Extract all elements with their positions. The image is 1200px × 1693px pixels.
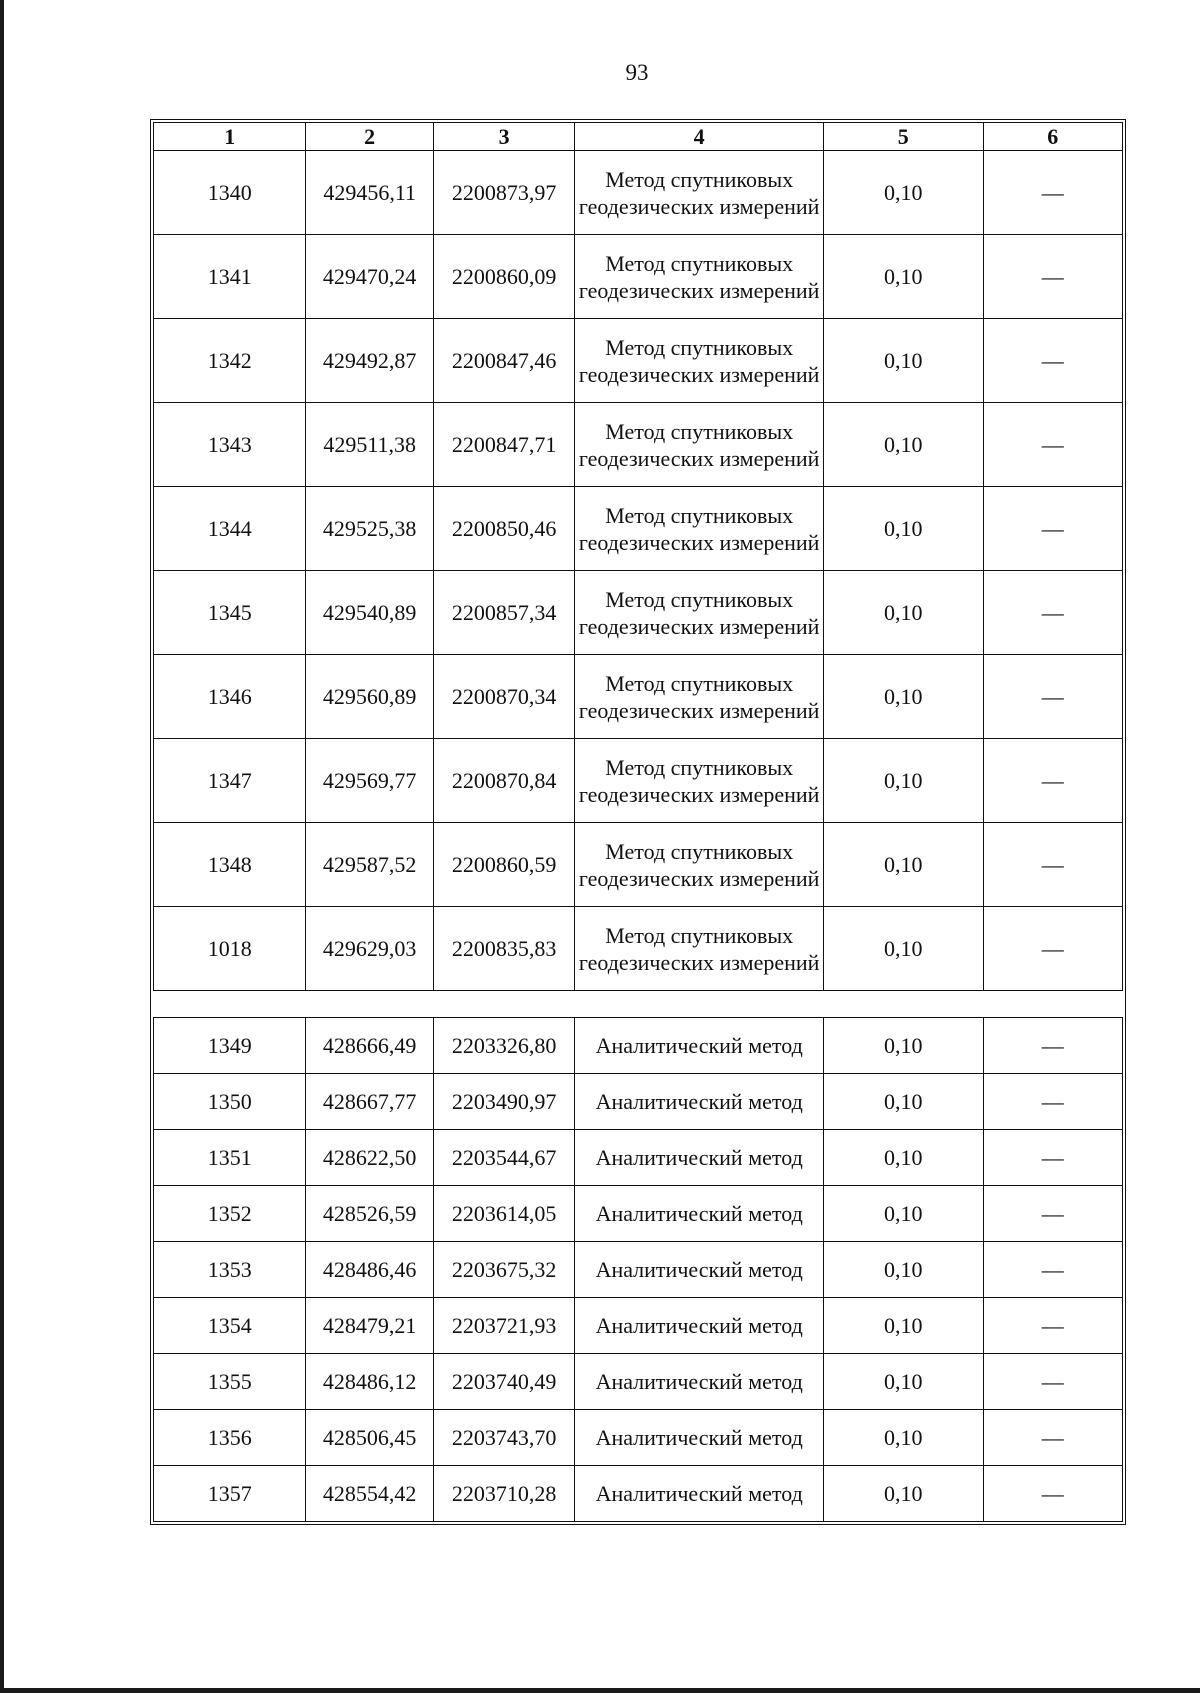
method-cell: Метод спутниковых геодезических измерений [575, 823, 824, 907]
method-cell: Метод спутниковых геодезических измерений [575, 655, 824, 739]
point-number-cell: 1346 [154, 655, 306, 739]
accuracy-cell: 0,10 [824, 403, 983, 487]
point-number-cell: 1340 [154, 151, 306, 235]
x-coordinate-cell: 429587,52 [306, 823, 433, 907]
note-cell: — [983, 487, 1122, 571]
method-cell: Метод спутниковых геодезических измерений [575, 235, 824, 319]
table-row [154, 907, 1123, 991]
point-number-cell: 1357 [154, 1466, 306, 1522]
point-number-cell: 1354 [154, 1298, 306, 1354]
table-row [154, 1186, 1123, 1242]
point-number-cell: 1350 [154, 1074, 306, 1130]
note-cell: — [983, 235, 1122, 319]
x-coordinate-cell: 428666,49 [306, 1018, 433, 1074]
note-cell: — [983, 1186, 1122, 1242]
method-cell: Аналитический метод [575, 1298, 824, 1354]
accuracy-cell: 0,10 [824, 1186, 983, 1242]
header-col-1: 1 [154, 123, 306, 151]
y-coordinate-cell: 2203614,05 [433, 1186, 574, 1242]
x-coordinate-cell: 429492,87 [306, 319, 433, 403]
note-cell: — [983, 571, 1122, 655]
y-coordinate-cell: 2203544,67 [433, 1130, 574, 1186]
accuracy-cell: 0,10 [824, 1354, 983, 1410]
table-row [154, 823, 1123, 907]
method-cell: Аналитический метод [575, 1242, 824, 1298]
y-coordinate-cell: 2200850,46 [433, 487, 574, 571]
method-cell: Аналитический метод [575, 1018, 824, 1074]
point-number-cell: 1349 [154, 1018, 306, 1074]
note-cell: — [983, 319, 1122, 403]
note-cell: — [983, 1298, 1122, 1354]
method-cell: Аналитический метод [575, 1186, 824, 1242]
table-row [154, 235, 1123, 319]
x-coordinate-cell: 429511,38 [306, 403, 433, 487]
accuracy-cell: 0,10 [824, 1130, 983, 1186]
point-number-cell: 1345 [154, 571, 306, 655]
accuracy-cell: 0,10 [824, 319, 983, 403]
note-cell: — [983, 1466, 1122, 1522]
y-coordinate-cell: 2203675,32 [433, 1242, 574, 1298]
point-number-cell: 1355 [154, 1354, 306, 1410]
note-cell: — [983, 151, 1122, 235]
note-cell: — [983, 1130, 1122, 1186]
y-coordinate-cell: 2200847,71 [433, 403, 574, 487]
scan-edge-left [0, 0, 4, 1693]
point-number-cell: 1018 [154, 907, 306, 991]
header-col-3: 3 [433, 123, 574, 151]
coordinates-table-frame [150, 119, 1126, 1525]
y-coordinate-cell: 2203710,28 [433, 1466, 574, 1522]
table-row [154, 1466, 1123, 1522]
scan-edge-bottom [0, 1688, 1200, 1693]
y-coordinate-cell: 2200873,97 [433, 151, 574, 235]
header-col-4: 4 [575, 123, 824, 151]
y-coordinate-cell: 2200870,84 [433, 739, 574, 823]
point-number-cell: 1344 [154, 487, 306, 571]
y-coordinate-cell: 2200860,09 [433, 235, 574, 319]
y-coordinate-cell: 2203740,49 [433, 1354, 574, 1410]
method-cell: Метод спутниковых геодезических измерений [575, 739, 824, 823]
table-row [154, 571, 1123, 655]
y-coordinate-cell: 2203326,80 [433, 1018, 574, 1074]
note-cell: — [983, 823, 1122, 907]
y-coordinate-cell: 2200847,46 [433, 319, 574, 403]
accuracy-cell: 0,10 [824, 1410, 983, 1466]
header-col-2: 2 [306, 123, 433, 151]
point-number-cell: 1351 [154, 1130, 306, 1186]
y-coordinate-cell: 2200860,59 [433, 823, 574, 907]
accuracy-cell: 0,10 [824, 487, 983, 571]
accuracy-cell: 0,10 [824, 823, 983, 907]
coordinates-table [153, 122, 1123, 1522]
y-coordinate-cell: 2200857,34 [433, 571, 574, 655]
point-number-cell: 1352 [154, 1186, 306, 1242]
accuracy-cell: 0,10 [824, 907, 983, 991]
group-separator-row [154, 991, 1123, 1018]
point-number-cell: 1341 [154, 235, 306, 319]
table-row [154, 151, 1123, 235]
point-number-cell: 1347 [154, 739, 306, 823]
y-coordinate-cell: 2203490,97 [433, 1074, 574, 1130]
table-row [154, 487, 1123, 571]
x-coordinate-cell: 428526,59 [306, 1186, 433, 1242]
x-coordinate-cell: 429525,38 [306, 487, 433, 571]
accuracy-cell: 0,10 [824, 1018, 983, 1074]
method-cell: Метод спутниковых геодезических измерений [575, 571, 824, 655]
x-coordinate-cell: 428506,45 [306, 1410, 433, 1466]
group-separator-cell [154, 991, 1123, 1018]
header-row [154, 123, 1123, 151]
note-cell: — [983, 1074, 1122, 1130]
y-coordinate-cell: 2200870,34 [433, 655, 574, 739]
table-row [154, 1354, 1123, 1410]
y-coordinate-cell: 2203743,70 [433, 1410, 574, 1466]
point-number-cell: 1348 [154, 823, 306, 907]
note-cell: — [983, 655, 1122, 739]
method-cell: Метод спутниковых геодезических измерений [575, 403, 824, 487]
table-row [154, 403, 1123, 487]
page-number: 93 [625, 60, 649, 85]
x-coordinate-cell: 429456,11 [306, 151, 433, 235]
accuracy-cell: 0,10 [824, 739, 983, 823]
accuracy-cell: 0,10 [824, 1466, 983, 1522]
x-coordinate-cell: 429540,89 [306, 571, 433, 655]
method-cell: Метод спутниковых геодезических измерений [575, 151, 824, 235]
table-row [154, 1074, 1123, 1130]
method-cell: Метод спутниковых геодезических измерений [575, 319, 824, 403]
accuracy-cell: 0,10 [824, 655, 983, 739]
accuracy-cell: 0,10 [824, 151, 983, 235]
table-row [154, 1410, 1123, 1466]
header-col-5: 5 [824, 123, 983, 151]
method-cell: Аналитический метод [575, 1074, 824, 1130]
note-cell: — [983, 403, 1122, 487]
x-coordinate-cell: 429569,77 [306, 739, 433, 823]
table-row [154, 1130, 1123, 1186]
note-cell: — [983, 1354, 1122, 1410]
point-number-cell: 1356 [154, 1410, 306, 1466]
note-cell: — [983, 739, 1122, 823]
table-row [154, 739, 1123, 823]
x-coordinate-cell: 429470,24 [306, 235, 433, 319]
point-number-cell: 1342 [154, 319, 306, 403]
y-coordinate-cell: 2203721,93 [433, 1298, 574, 1354]
table-row [154, 319, 1123, 403]
x-coordinate-cell: 428667,77 [306, 1074, 433, 1130]
accuracy-cell: 0,10 [824, 1298, 983, 1354]
table-row [154, 1242, 1123, 1298]
method-cell: Аналитический метод [575, 1466, 824, 1522]
note-cell: — [983, 907, 1122, 991]
note-cell: — [983, 1410, 1122, 1466]
point-number-cell: 1353 [154, 1242, 306, 1298]
method-cell: Аналитический метод [575, 1410, 824, 1466]
accuracy-cell: 0,10 [824, 1242, 983, 1298]
x-coordinate-cell: 428479,21 [306, 1298, 433, 1354]
x-coordinate-cell: 428486,46 [306, 1242, 433, 1298]
point-number-cell: 1343 [154, 403, 306, 487]
y-coordinate-cell: 2200835,83 [433, 907, 574, 991]
note-cell: — [983, 1242, 1122, 1298]
x-coordinate-cell: 428554,42 [306, 1466, 433, 1522]
accuracy-cell: 0,10 [824, 1074, 983, 1130]
accuracy-cell: 0,10 [824, 235, 983, 319]
note-cell: — [983, 1018, 1122, 1074]
method-cell: Аналитический метод [575, 1130, 824, 1186]
table-row [154, 1018, 1123, 1074]
x-coordinate-cell: 429629,03 [306, 907, 433, 991]
x-coordinate-cell: 429560,89 [306, 655, 433, 739]
x-coordinate-cell: 428486,12 [306, 1354, 433, 1410]
method-cell: Аналитический метод [575, 1354, 824, 1410]
method-cell: Метод спутниковых геодезических измерений [575, 487, 824, 571]
header-col-6: 6 [983, 123, 1122, 151]
accuracy-cell: 0,10 [824, 571, 983, 655]
table-row [154, 1298, 1123, 1354]
method-cell: Метод спутниковых геодезических измерений [575, 907, 824, 991]
x-coordinate-cell: 428622,50 [306, 1130, 433, 1186]
table-row [154, 655, 1123, 739]
